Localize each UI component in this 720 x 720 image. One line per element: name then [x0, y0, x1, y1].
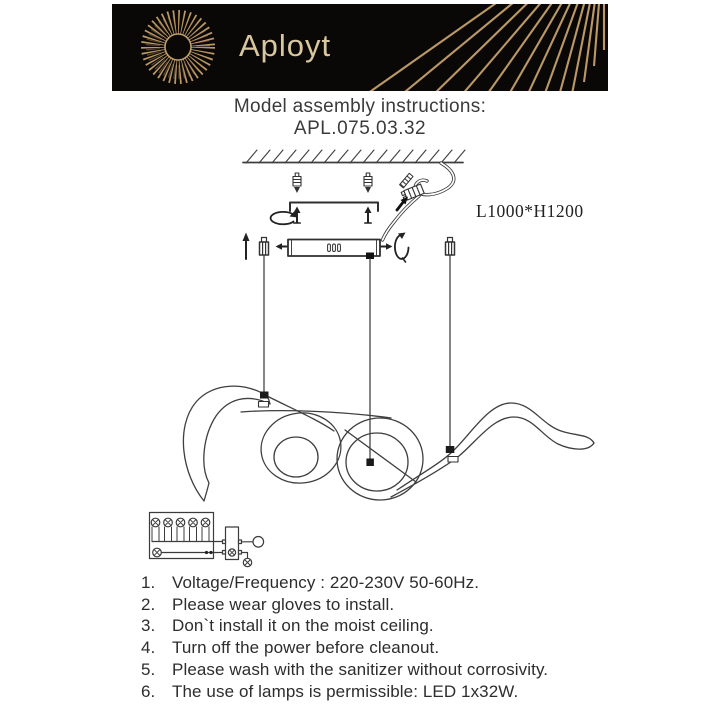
instruction-item [141, 594, 611, 616]
instruction-item [141, 572, 611, 594]
wire-clamp-middle [366, 459, 374, 467]
instruction-item [141, 659, 611, 681]
dimension-label: L1000*H1200 [476, 201, 584, 221]
model-number: APL.075.03.32 [293, 118, 427, 139]
instruction-item [141, 615, 611, 637]
ribbon-light-element [183, 386, 594, 501]
instruction-number: 1. [141, 573, 156, 592]
anchor-plug-left-icon [293, 173, 301, 193]
power-cable [383, 163, 454, 240]
wire-grip-left [260, 238, 269, 256]
assembly-diagram [130, 140, 610, 575]
brand-wordmark: Aployt [239, 28, 332, 63]
wire-grip-right [446, 238, 455, 256]
assembly-instructions-title: Model assembly instructions: [233, 96, 487, 117]
wiring-diagram [150, 513, 264, 567]
screw-right-icon [365, 207, 372, 224]
instruction-list [141, 572, 611, 702]
instruction-item [141, 681, 611, 703]
header-banner [112, 4, 608, 91]
mounting-bracket [290, 203, 378, 212]
slide-arrow-left-icon [276, 243, 287, 250]
instruction-text: Voltage/Frequency : 220-230V 50-60Hz. [172, 573, 480, 592]
ceiling [243, 150, 465, 163]
instruction-text: The use of lamps is permissible: LED 1x32W. [172, 681, 519, 701]
instruction-number: 3. [141, 616, 156, 636]
instruction-text: Please wash with the sanitizer without corrosivity. [172, 659, 549, 679]
instruction-text: Don`t install it on the moist ceiling. [172, 616, 434, 636]
instruction-text: Turn off the power before cleanout. [172, 638, 440, 658]
power-indicator [253, 537, 264, 548]
sunburst-logo-icon [153, 22, 203, 72]
slide-arrow-right-icon [382, 243, 393, 250]
instruction-number: 6. [141, 681, 156, 701]
instruction-number: 5. [141, 659, 156, 679]
lift-arrow-icon [243, 233, 250, 260]
banner-decoration [112, 4, 608, 91]
instruction-number: 2. [141, 594, 156, 614]
banner-rays-decoration [364, 4, 604, 91]
rotate-arrow-right-icon [395, 233, 409, 263]
canopy [288, 240, 380, 260]
anchor-plug-right-icon [364, 173, 372, 193]
instruction-text: Please wear gloves to install. [172, 594, 395, 614]
instruction-item [141, 637, 611, 659]
led-driver [223, 527, 242, 560]
suspension-wires [264, 256, 450, 459]
mounting-screw-icon [400, 173, 413, 188]
lamp-symbol-icon [243, 558, 251, 566]
instruction-number: 4. [141, 638, 156, 658]
